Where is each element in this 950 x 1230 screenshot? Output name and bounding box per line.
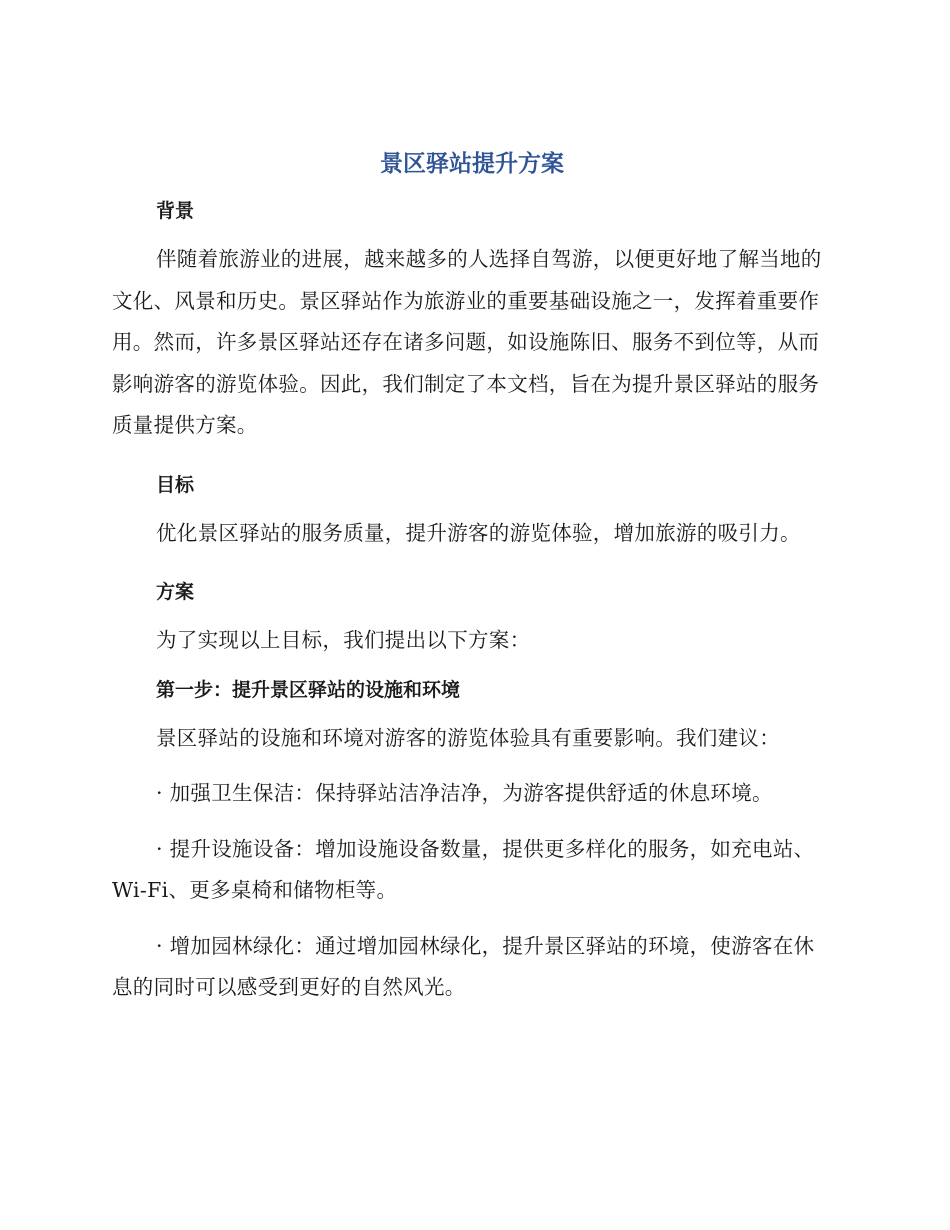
section-heading-goal: 目标 [156,473,195,496]
step1-intro-paragraph: 景区驿站的设施和环境对游客的游览体验具有重要影响。我们建议： [156,725,780,750]
page-title: 景区驿站提升方案 [380,151,564,177]
document-page [112,148,832,1009]
step1-heading: 第一步：提升景区驿站的设施和环境 [156,678,461,701]
goal-paragraph: 优化景区驿站的服务质量，提升游客的游览体验，增加旅游的吸引力。 [156,520,801,545]
background-paragraph: 伴随着旅游业的进展，越来越多的人选择自驾游，以便更好地了解当地的文化、风景和历史。景区驿站作为旅游业的重要基础设施之一，发挥着重要作用。然而，许多景区驿站还存在诸多问题，如设施陈旧、服务不到位等，从而影响游客的游览体验。因此，我们制定了本文档，旨在为提升景区驿站的服务质量提供方案。 [112,247,822,437]
bullet-item: · 增加园林绿化：通过增加园林绿化，提升景区驿站的环境，使游客在休息的同时可以感受到更好的自然风光。 [112,933,815,999]
bullet-item: · 提升设施设备：增加设施设备数量，提供更多样化的服务，如充电站、Wi-Fi、更多桌椅和储物柜等。 [112,836,815,902]
section-heading-plan: 方案 [156,581,195,603]
section-heading-background: 背景 [156,200,195,222]
bullet-item: · 加强卫生保洁：保持驿站洁净洁净，为游客提供舒适的休息环境。 [156,781,773,805]
plan-intro-paragraph: 为了实现以上目标，我们提出以下方案： [156,628,531,652]
